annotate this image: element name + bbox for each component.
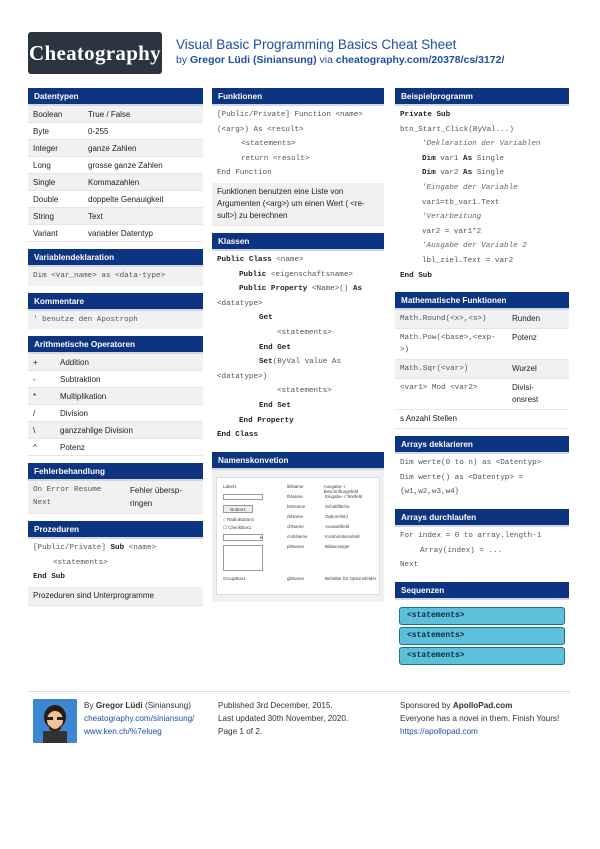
- section-variablendeklaration: [28, 249, 203, 286]
- section-title: Funktionen: [212, 88, 384, 106]
- table-row: [395, 379, 569, 410]
- value-cell: Division: [60, 408, 89, 418]
- table-row: [28, 123, 203, 140]
- value-cell: grosse ganze Zahlen: [88, 160, 163, 170]
- value-cell: ganze Zahlen: [88, 143, 137, 153]
- value-cell: Addition: [60, 357, 89, 367]
- section-title: Mathematische Funktionen: [395, 292, 569, 310]
- key-cell: Integer: [33, 143, 58, 153]
- table-row: [28, 225, 203, 242]
- section-title: Klassen: [212, 233, 384, 251]
- function-cell: Math.Round(<x>,<s>): [400, 315, 487, 324]
- value-cell: Text: [88, 211, 103, 221]
- table-row: [28, 481, 203, 514]
- section-title: Arithmetische Operatoren: [28, 336, 203, 354]
- value-cell: 0-255: [88, 126, 109, 136]
- form-combobox: ▾: [223, 534, 263, 541]
- page-subtitle: by Gregor Lüdi (Siniansung) via cheatography.com/20378/cs/3172/: [176, 54, 505, 66]
- prefix-cell: tbName: [287, 493, 303, 499]
- naming-row: [287, 544, 379, 576]
- naming-row: [287, 504, 379, 514]
- naming-list: [287, 484, 379, 586]
- naming-convention-form-image: [216, 477, 380, 595]
- description-cell: Runden: [512, 314, 541, 324]
- math-table: [395, 310, 569, 410]
- key-cell: +: [33, 357, 38, 367]
- form-label: Label1: [223, 483, 237, 489]
- naming-row: [287, 524, 379, 534]
- value-cell: True / False: [88, 109, 131, 119]
- function-cell: <var1> Mod <var2>: [400, 384, 478, 393]
- sequence-block: <statements>: [399, 607, 565, 625]
- form-image-wrap: [212, 470, 384, 602]
- code-line: var2 = var1*2: [422, 227, 482, 236]
- footer-author: By Gregor Lüdi (Siniansung) cheatography.com/siniansung/ www.ken.ch/%7elueg: [84, 701, 195, 736]
- datentypen-table: [28, 106, 203, 242]
- column-1: [28, 88, 203, 613]
- section-arithmetische-operatoren: [28, 336, 203, 456]
- note: Prozeduren sind Unterprogramme: [28, 587, 203, 606]
- table-row: [28, 191, 203, 208]
- section-title: Variablendeklaration: [28, 249, 203, 267]
- value-cell: Subtraktion: [60, 374, 101, 384]
- section-title: Arrays durchlaufen: [395, 509, 569, 527]
- code-line: Private Sub: [400, 111, 451, 119]
- sponsor-link[interactable]: ApolloPad.com: [452, 701, 513, 710]
- section-title: Sequenzen: [395, 582, 569, 600]
- description-cell: Potenz: [512, 333, 537, 343]
- table-row: [28, 439, 203, 456]
- section-datentypen: [28, 88, 203, 242]
- prefix-cell: gbName: [287, 575, 305, 581]
- section-funktionen: [212, 88, 384, 226]
- section-title: Namenskonvetion: [212, 452, 384, 470]
- table-row: [395, 360, 569, 379]
- description-cell: Divisi- onsrest: [512, 383, 539, 405]
- key-cell: Double: [33, 194, 59, 204]
- table-row: [28, 371, 203, 388]
- note: s Anzahl Stellen: [395, 410, 569, 429]
- key-cell: String: [33, 211, 54, 221]
- code-line: btn_Start_Click(ByVal...): [400, 125, 514, 134]
- description-cell: Ausgabe- / Beschriftungsfeld: [323, 483, 359, 494]
- page-title: Visual Basic Programming Basics Cheat Sheet: [176, 37, 457, 52]
- operators-table: [28, 354, 203, 456]
- naming-row: [287, 484, 379, 494]
- table-row: [28, 140, 203, 157]
- naming-row: [287, 534, 379, 544]
- prefix-cell: pbName: [287, 543, 305, 549]
- code-block: ' benutze den Apostroph: [28, 311, 203, 330]
- key-cell: Single: [33, 177, 56, 187]
- section-fehlerbehandlung: [28, 463, 203, 514]
- table-row: [28, 388, 203, 405]
- table-row: [395, 329, 569, 360]
- note: Funktionen benutzen eine Liste von Argumenten (<arg>) um einen Wert ( <re-sult>) zu berechnen: [212, 183, 384, 226]
- author-profile-link[interactable]: cheatography.com/siniansung/: [84, 714, 195, 723]
- naming-row: [287, 576, 379, 586]
- code-line: 'Deklaration der Variablen: [422, 140, 541, 149]
- column-2: [212, 88, 384, 609]
- form-radio: ○ RadioButton1: [223, 516, 255, 522]
- section-klassen: [212, 233, 384, 445]
- description-cell: Fehler übersp-ringen: [130, 486, 183, 509]
- section-arrays-durchlaufen: [395, 509, 569, 575]
- code-line: Dim var2 As Single: [422, 169, 505, 178]
- value-cell: Kommazahlen: [88, 177, 140, 187]
- sequence-diagram: [399, 607, 565, 665]
- sponsor-url-link[interactable]: https://apollopad.com: [400, 727, 478, 736]
- description-cell: Behälter für Optionsfelder: [325, 575, 377, 581]
- section-title: Arrays deklarieren: [395, 436, 569, 454]
- code-line: 'Verarbeitung: [422, 213, 482, 222]
- code-line: var1=tb_var1.Text: [422, 198, 500, 207]
- key-cell: ^: [33, 442, 37, 452]
- section-title: Prozeduren: [28, 521, 203, 539]
- code-line: lbl_ziel.Text = var2: [422, 256, 514, 265]
- function-cell: Math.Pow(<base>,<exp- >): [400, 334, 496, 355]
- code-block: [Public/Private] Sub <name> <statements> End Sub: [33, 544, 157, 582]
- key-cell: /: [33, 408, 36, 418]
- sequence-block: <statements>: [399, 627, 565, 645]
- table-row: [28, 208, 203, 225]
- value-cell: variabler Datentyp: [88, 228, 153, 238]
- column-3: [395, 88, 569, 672]
- code-block: Dim werte(0 to n) as <Datentyp> Dim werte() as <Datentyp> = {w1,w2,w3,w4}: [400, 459, 542, 497]
- key-cell: Long: [33, 160, 51, 170]
- prefix-cell: lblName: [287, 483, 304, 489]
- author-avatar: [33, 699, 77, 743]
- prefix-cell: btnName: [287, 503, 306, 509]
- value-cell: Potenz: [60, 442, 85, 452]
- key-cell: Variant: [33, 228, 58, 238]
- description-cell: Auswahlfeld: [325, 523, 350, 529]
- section-mathematische-funktionen: [395, 292, 569, 429]
- code-block: [Public/Private] Function <name> (<arg>) As <result> <statements> return <result> End Function: [217, 111, 363, 178]
- key-cell: -: [33, 374, 36, 384]
- form-checkbox: ☐ CheckBox1: [223, 524, 252, 530]
- description-cell: Optionsfeld: [325, 513, 348, 519]
- prefix-cell: cmbName: [287, 533, 308, 539]
- footer-divider: [28, 691, 570, 692]
- section-title: Fehlerbehandlung: [28, 463, 203, 481]
- footer-author-link[interactable]: Gregor Lüdi: [95, 701, 143, 710]
- sheet-url-link[interactable]: cheatography.com/20378/cs/3172/: [335, 54, 505, 66]
- footer-publication: Published 3rd December, 2015. Last updated 30th November, 2020. Page 1 of 2.: [218, 701, 349, 736]
- naming-row: [287, 494, 379, 504]
- code-block: Dim <var_name> as <data-type>: [28, 267, 203, 286]
- code-line: End Sub: [400, 271, 432, 280]
- section-sequenzen: [395, 582, 569, 665]
- section-title: Kommentare: [28, 293, 203, 311]
- footer-sponsor: Sponsored by ApolloPad.com Everyone has a novel in them. Finish Yours! https://apollopad.com: [400, 701, 560, 736]
- prefix-cell: rbName: [287, 513, 304, 519]
- section-title: Beispielprogramm: [395, 88, 569, 106]
- form-button: Button1: [223, 505, 253, 513]
- code-line: 'Eingabe der Variable: [422, 183, 518, 192]
- section-beispielprogramm: [395, 88, 569, 285]
- table-row: [28, 106, 203, 123]
- key-cell: Boolean: [33, 109, 63, 119]
- section-namenskonvention: [212, 452, 384, 602]
- section-arrays-deklarieren: [395, 436, 569, 502]
- section-kommentare: [28, 293, 203, 330]
- code-line: Dim var1 As Single: [422, 154, 505, 163]
- code-line: 'Ausgabe der Variable 2: [422, 242, 527, 251]
- description-cell: Bildanzeiger: [325, 543, 350, 549]
- cheatography-logo[interactable]: Cheatography: [28, 32, 162, 74]
- code-block: For index = 0 to array.length-1 Array(index) = ... Next: [400, 531, 542, 570]
- table-row: [28, 157, 203, 174]
- sequence-block: <statements>: [399, 647, 565, 665]
- key-cell: \: [33, 425, 36, 435]
- description-cell: Eingabe- / Textfeld: [325, 493, 363, 499]
- code-block: Public Class <name> Public <eigenschaftsname> Public Property <Name>() As <datatype> Get <statements> End Get Set(ByVal value As <datatype>) <statements> End Set End Property End Class: [217, 255, 363, 440]
- author-link[interactable]: Gregor Lüdi (Siniansung): [190, 54, 317, 66]
- value-cell: Multiplikation: [60, 391, 107, 401]
- function-cell: Math.Sqr(<var>): [400, 365, 469, 374]
- description-cell: Schaltfläche: [325, 503, 350, 509]
- code-cell: On Error Resume Next: [33, 486, 102, 508]
- table-row: [28, 422, 203, 439]
- key-cell: *: [33, 391, 37, 401]
- table-row: [395, 310, 569, 329]
- naming-row: [287, 514, 379, 524]
- author-website-link[interactable]: www.ken.ch/%7elueg: [84, 727, 162, 736]
- table-row: [28, 405, 203, 422]
- description-cell: Wurzel: [512, 364, 537, 374]
- form-groupbox: GroupBox1: [223, 575, 246, 581]
- form-picturebox: [223, 545, 263, 571]
- value-cell: ganzzahlige Division: [60, 425, 133, 435]
- value-cell: doppelte Genauigkeit: [88, 194, 164, 204]
- table-row: [28, 354, 203, 371]
- prefix-cell: cbName: [287, 523, 304, 529]
- code-block: [395, 106, 569, 285]
- key-cell: Byte: [33, 126, 50, 136]
- section-prozeduren: [28, 521, 203, 606]
- table-row: [28, 174, 203, 191]
- section-title: Datentypen: [28, 88, 203, 106]
- description-cell: Kombinationsfeld: [325, 533, 360, 539]
- form-textbox: [223, 494, 263, 500]
